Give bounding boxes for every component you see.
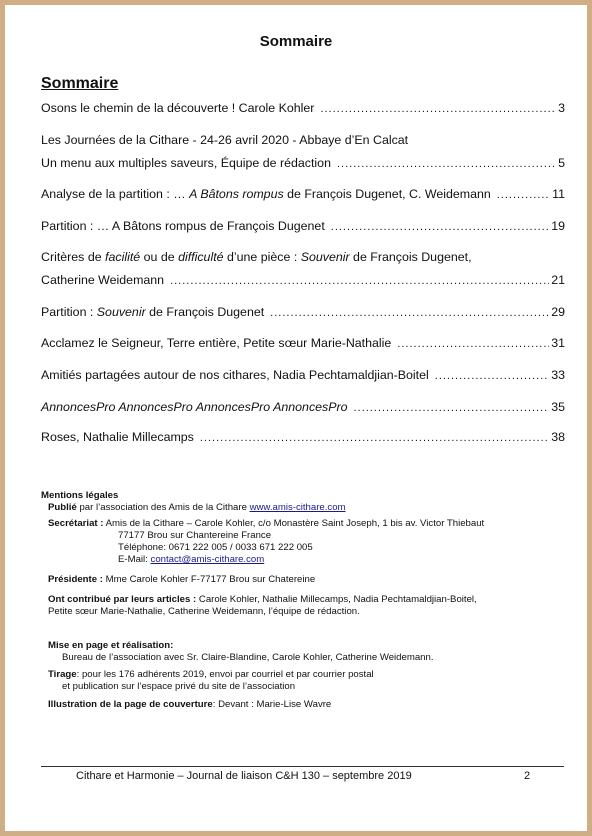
toc-page-number: 33 — [551, 368, 565, 382]
toc-page-number: 11 — [552, 187, 565, 201]
contrib-label: Ont contribué par leurs articles : — [48, 594, 197, 605]
toc-entry — [41, 273, 565, 289]
legal-mise-en-page — [41, 640, 571, 664]
tirage-text-2: et publication sur l’espace privé du site de l’association — [62, 681, 296, 692]
toc-entry-line — [41, 250, 565, 265]
secretariat-label: Secrétariat : — [48, 518, 104, 529]
toc-entry-line: Les Journées de la Cithare - 24-26 avril 2020 - Abbaye d’En Calcat — [41, 133, 409, 147]
toc-entry — [41, 368, 565, 384]
presidente-text: Mme Carole Kohler F-77177 Brou sur Chatereine — [102, 574, 316, 585]
contrib-text: Carole Kohler, Nathalie Millecamps, Nadia Pechtamaldjian-Boitel, — [196, 594, 477, 605]
toc-entry-text: Osons le chemin de la découverte ! Carole Kohler — [41, 101, 315, 115]
toc-page-number: 19 — [551, 219, 565, 233]
legal-heading — [41, 490, 571, 502]
toc-entry — [41, 430, 565, 446]
mise-text: Bureau de l’association avec Sr. Claire-Blandine, Carole Kohler, Catherine Weidemann. — [62, 652, 434, 663]
secretariat-address: Amis de la Cithare – Carole Kohler, c/o Monastère Saint Joseph, 1 bis av. Victor Thiebaut — [103, 518, 485, 529]
toc-text-part: de François Dugenet, — [349, 250, 472, 264]
toc-entry-text: Amitiés partagées autour de nos cithares, Nadia Pechtamaldjian-Boitel — [41, 368, 429, 382]
toc-entry-text: Roses, Nathalie Millecamps — [41, 430, 194, 444]
illus-line — [41, 699, 571, 711]
toc-entry — [41, 400, 565, 416]
toc-text-italic: A Bâtons rompus — [189, 187, 284, 201]
legal-heading-text: Mentions légales — [41, 490, 119, 501]
footer-journal: Cithare et Harmonie – Journal de liaison C&H 130 – septembre 2019 — [76, 770, 412, 782]
toc-leader — [497, 188, 550, 203]
publie-label: Publié — [48, 502, 77, 513]
mise-label: Mise en page et réalisation: — [48, 640, 174, 651]
toc-leader — [200, 431, 549, 446]
toc-entry — [41, 187, 565, 203]
mise-label-line — [41, 640, 571, 652]
legal-secretariat — [41, 518, 571, 566]
publie-text: par l’association des Amis de la Cithare — [76, 502, 250, 513]
secretariat-phone: Téléphone: 0671 222 005 / 0033 671 222 005 — [118, 542, 313, 553]
toc-leader — [435, 369, 549, 384]
toc-text-italic: Souvenir — [96, 305, 146, 319]
toc-entry — [41, 336, 565, 352]
toc-page-number: 5 — [558, 156, 565, 170]
toc-text-part: de François Dugenet, C. Weidemann — [283, 187, 491, 201]
toc-text-italic: facilité — [105, 250, 141, 264]
presidente-label: Présidente : — [48, 574, 103, 585]
website-link[interactable]: www.amis-cithare.com — [249, 502, 346, 513]
legal-tirage — [41, 669, 571, 693]
footer-divider — [41, 766, 564, 767]
tirage-label: Tirage — [48, 669, 77, 680]
toc-text-part: de François Dugenet — [145, 305, 265, 319]
toc-leader — [337, 157, 556, 172]
toc-entry — [41, 156, 565, 172]
toc-leader — [397, 337, 549, 352]
toc-leader — [331, 220, 549, 235]
secretariat-line — [41, 518, 571, 530]
toc-text-part: Analyse de la partition : … — [41, 187, 190, 201]
toc-leader — [320, 102, 556, 117]
illus-label: Illustration de la page de couverture — [48, 699, 213, 710]
legal-illustration — [41, 699, 571, 711]
toc-entry-text: Partition : … A Bâtons rompus de François Dugenet — [41, 219, 325, 233]
presidente-line — [41, 574, 571, 586]
legal-contributors — [41, 594, 571, 618]
toc-entry-text: Catherine Weidemann — [41, 273, 165, 287]
legal-section — [41, 490, 571, 514]
tirage-text: : pour les 176 adhérents 2019, envoi par courriel et par courrier postal — [76, 669, 374, 680]
secretariat-email-line — [41, 554, 571, 566]
toc-page-number: 21 — [551, 273, 565, 287]
illus-text: : Devant : Marie-Lise Wavre — [212, 699, 332, 710]
email-link[interactable]: contact@amis-cithare.com — [150, 554, 265, 565]
toc-leader — [354, 401, 550, 416]
toc-page-number: 29 — [551, 305, 565, 319]
footer-page-number: 2 — [524, 770, 531, 782]
legal-presidente — [41, 574, 571, 586]
toc-entry — [41, 219, 565, 235]
secretariat-city: 77177 Brou sur Chantereine France — [118, 530, 272, 541]
toc-text-italic: difficulté — [178, 250, 224, 264]
toc-entry-text: Un menu aux multiples saveurs, Équipe de rédaction — [41, 156, 331, 170]
toc-leader — [170, 274, 549, 289]
toc-page-number: 3 — [558, 101, 565, 115]
toc-page-number: 38 — [551, 430, 565, 444]
contrib-line — [41, 594, 571, 606]
page-title: Sommaire — [259, 33, 333, 50]
toc-page-number: 35 — [551, 400, 565, 414]
toc-text-part: ou de — [140, 250, 179, 264]
toc-entry-text — [41, 305, 264, 320]
toc-entry — [41, 101, 565, 117]
legal-publie — [41, 502, 571, 514]
toc-title: Sommaire — [41, 75, 119, 92]
toc-text-part: Critères de — [41, 250, 106, 264]
toc-entry — [41, 305, 565, 321]
tirage-line — [41, 669, 571, 681]
toc-entry-text: Acclamez le Seigneur, Terre entière, Petite sœur Marie-Nathalie — [41, 336, 392, 350]
toc-text-italic: AnnoncesPro AnnoncesPro AnnoncesPro AnnoncesPro — [41, 400, 348, 414]
toc-text-italic: Souvenir — [300, 250, 350, 264]
toc-leader — [270, 306, 549, 321]
toc-text-part: d’une pièce : — [223, 250, 301, 264]
contrib-text-2: Petite sœur Marie-Nathalie, Catherine Weidemann, l’équipe de rédaction. — [48, 606, 360, 617]
toc-entry-text — [41, 187, 491, 202]
toc-page-number: 31 — [551, 336, 565, 350]
email-label: E-Mail: — [118, 554, 151, 565]
toc-text-part: Partition : — [41, 305, 97, 319]
toc-entry-text — [41, 400, 348, 415]
